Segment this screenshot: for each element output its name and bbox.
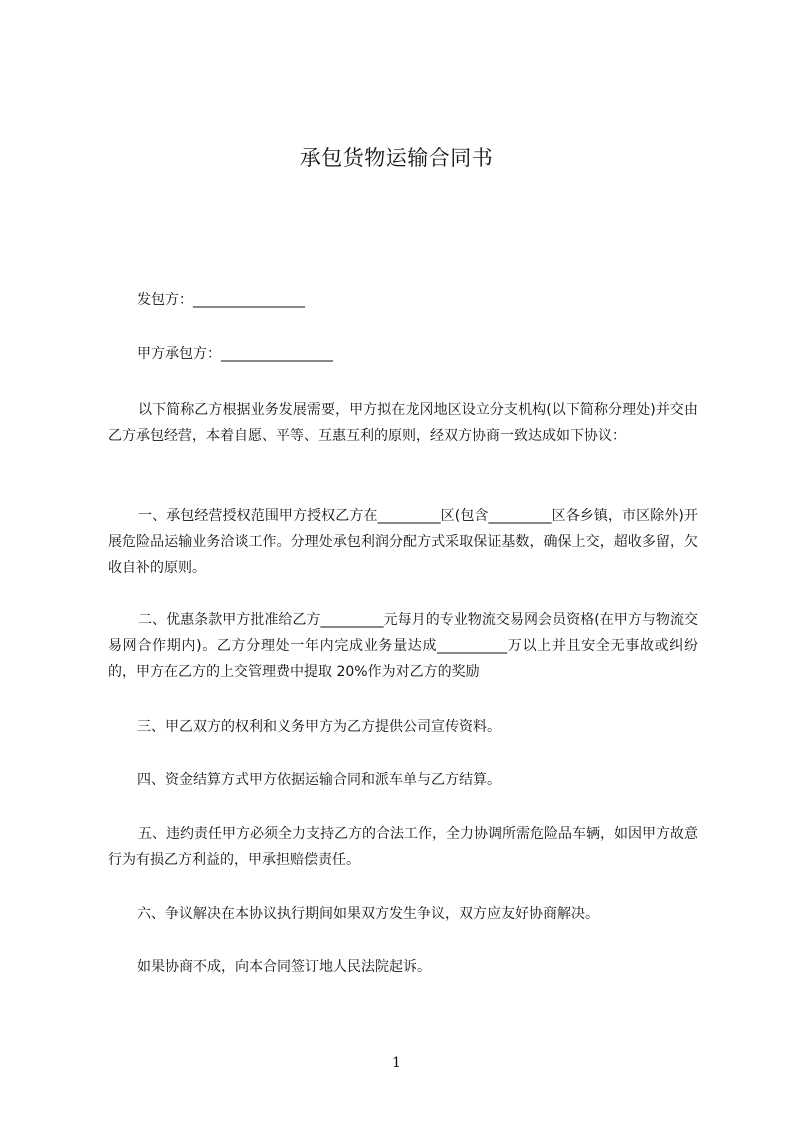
intro-text: 以下简称乙方根据业务发展需要，甲方拟在龙冈地区设立分支机构(以下简称分理处)并交由乙方承包经营，本着自愿、平等、互惠互利的原则，经双方协商一致达成如下协议： xyxy=(108,402,698,444)
clause-5-paragraph xyxy=(108,821,698,873)
clause-6-line: 六、争议解决在本协议执行期间如果双方发生争议，双方应友好协商解决。 xyxy=(137,906,599,922)
clause-2-paragraph xyxy=(108,607,698,685)
clause-1-text: 一、承包经营授权范围甲方授权乙方在_________区(包含_________区各乡镇，市区除外)开展危险品运输业务洽谈工作。分理处承包利润分配方式采取保证基数，确保上交，超收多留，欠收自补的原则。 xyxy=(108,508,698,576)
page-number: 1 xyxy=(392,1055,401,1071)
clause-5-text: 五、违约责任甲方必须全力支持乙方的合法工作，全力协调所需危险品车辆，如因甲方故意行为有损乙方利益的，甲承担赔偿责任。 xyxy=(108,826,698,868)
intro-paragraph xyxy=(108,397,698,449)
document-title: 承包货物运输合同书 xyxy=(299,146,494,170)
party-b-line: 甲方承包方：________________ xyxy=(137,346,333,362)
clause-4-line: 四、资金结算方式甲方依据运输合同和派车单与乙方结算。 xyxy=(137,772,501,788)
clause-2-text: 二、优惠条款甲方批准给乙方_________元每月的专业物流交易网会员资格(在甲方与物流交易网合作期内)。乙方分理处一年内完成业务量达成__________万以上并且安全无事故或纠纷的，甲方在乙方的上交管理费中提取 20%作为对乙方的奖励 xyxy=(108,612,698,680)
clause-7-line: 如果协商不成，向本合同签订地人民法院起诉。 xyxy=(137,959,431,975)
party-a-line: 发包方：________________ xyxy=(137,292,305,308)
clause-3-line: 三、甲乙双方的权利和义务甲方为乙方提供公司宣传资料。 xyxy=(137,719,501,735)
clause-1-paragraph xyxy=(108,503,698,581)
